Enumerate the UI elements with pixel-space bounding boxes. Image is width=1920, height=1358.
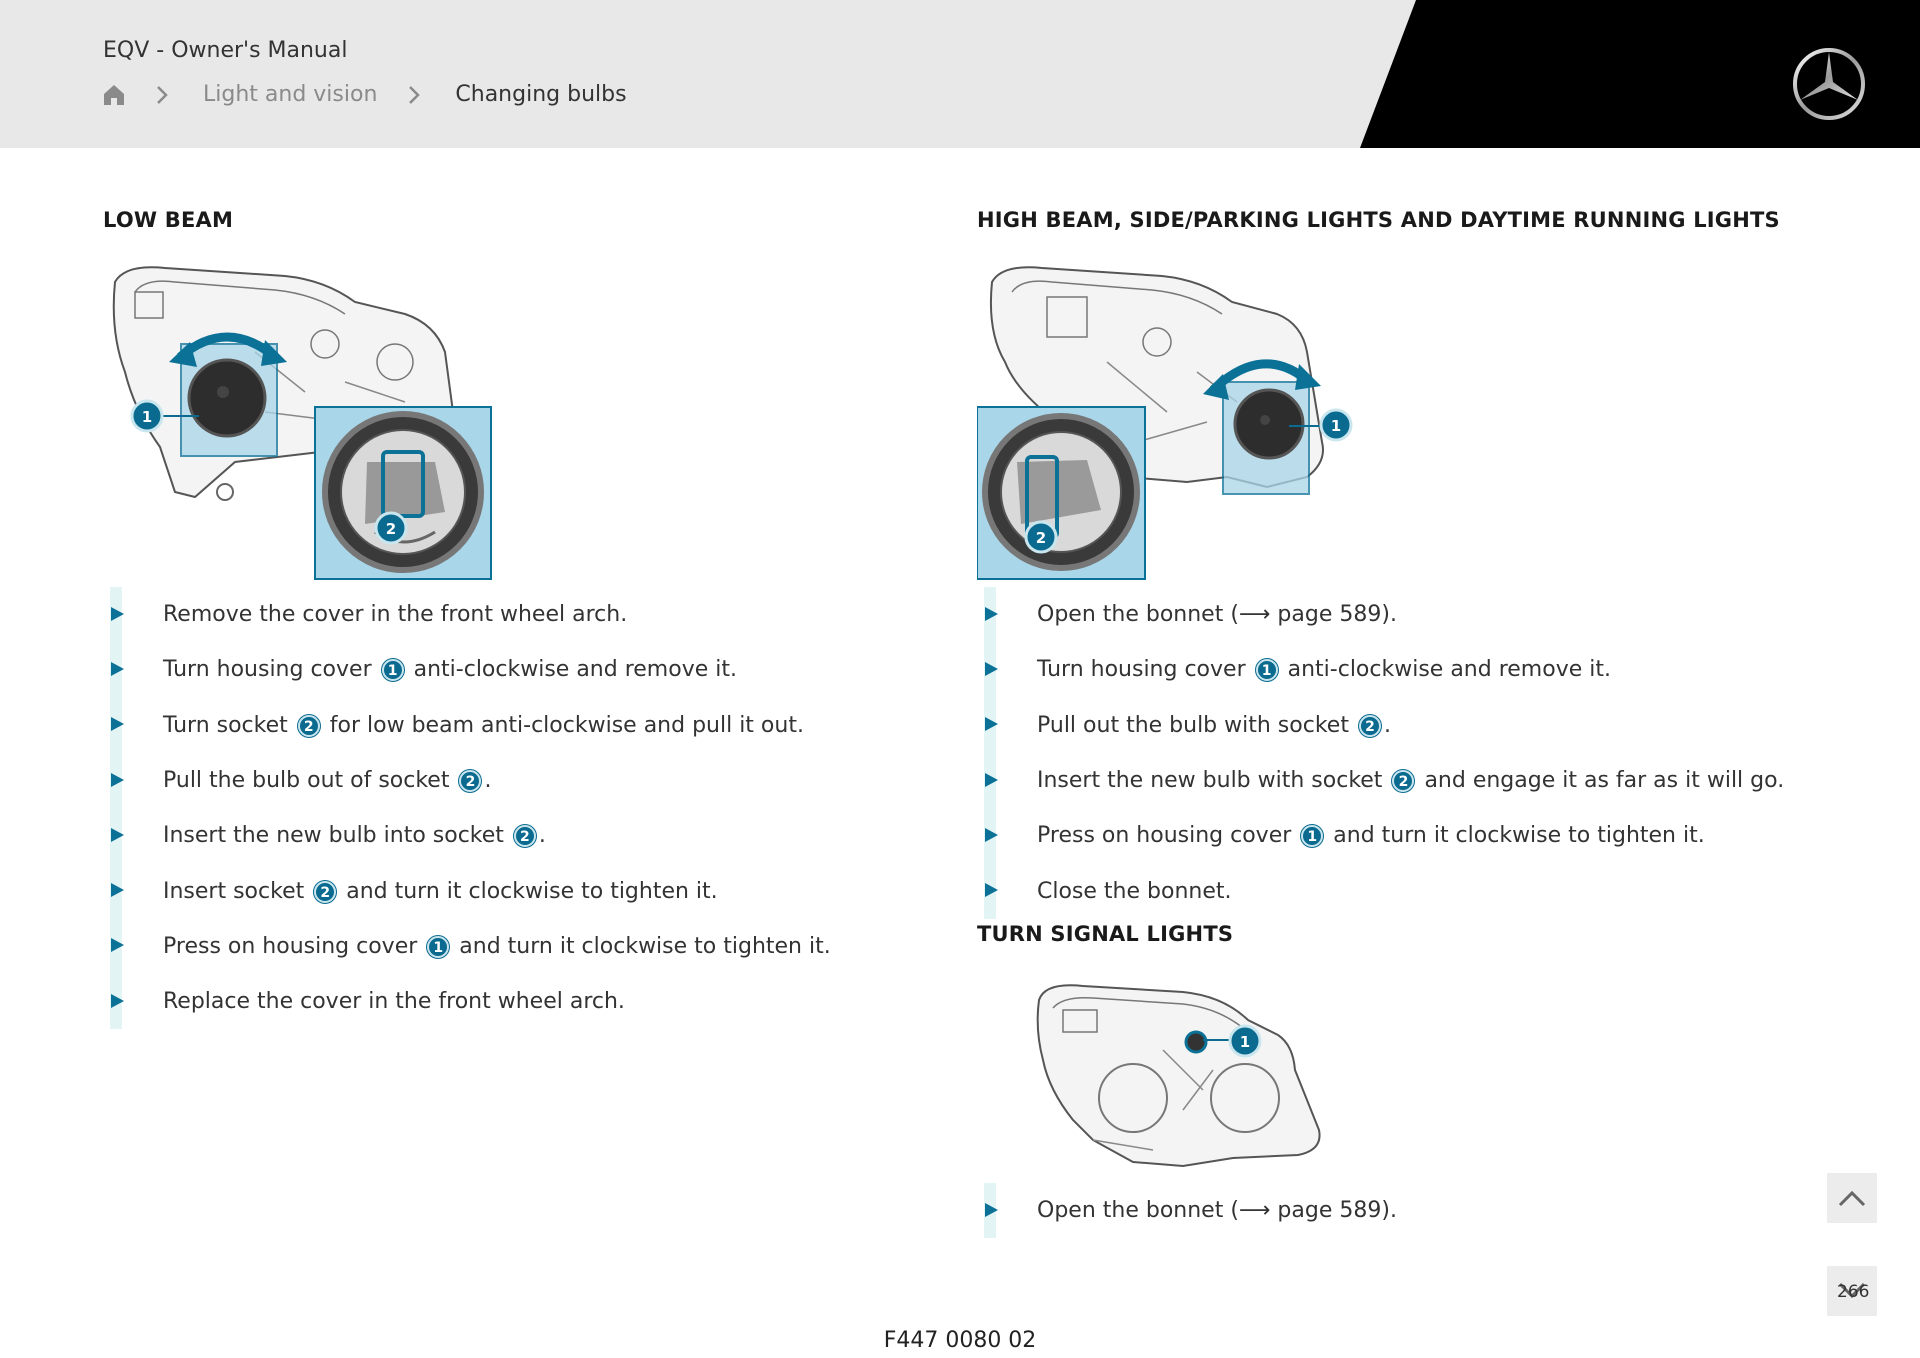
callout-badge: 1 — [382, 659, 404, 681]
section-title-turn-signal: TURN SIGNAL LIGHTS — [977, 922, 1234, 946]
callout-badge: 2 — [1392, 770, 1414, 792]
bullet-arrow-icon — [111, 883, 124, 897]
callout-badge: 2 — [314, 881, 336, 903]
bonnet-page-link[interactable]: Open the bonnet (⟶ page 589). — [1037, 1198, 1397, 1224]
bullet-arrow-icon — [985, 607, 998, 621]
high-beam-callout-2: 2 — [1035, 529, 1047, 547]
bullet-arrow-icon — [111, 717, 124, 731]
section-title-high-beam: HIGH BEAM, SIDE/PARKING LIGHTS AND DAYTIME RUNNING LIGHTS — [977, 208, 1780, 232]
bullet-arrow-icon — [985, 828, 998, 842]
manual-title: EQV - Owner's Manual — [103, 38, 348, 63]
breadcrumb-link-light-and-vision[interactable]: Light and vision — [203, 82, 378, 107]
page-number: 266 — [1837, 1282, 1870, 1302]
bullet-arrow-icon — [111, 662, 124, 676]
bullet-arrow-icon — [985, 662, 998, 676]
bullet-arrow-icon — [985, 717, 998, 731]
bullet-arrow-icon — [985, 773, 998, 787]
figure-code: F447 0080 02 — [883, 1328, 1037, 1353]
three-pointed-star-logo — [1791, 46, 1867, 122]
bullet-arrow-icon — [985, 883, 998, 897]
section-title-low-beam: LOW BEAM — [103, 208, 234, 232]
callout-badge: 2 — [514, 825, 536, 847]
low-beam-callout-2: 2 — [385, 520, 397, 538]
bullet-arrow-icon — [111, 773, 124, 787]
callout-badge: 1 — [1256, 659, 1278, 681]
bonnet-page-link[interactable]: Open the bonnet (⟶ page 589). — [1037, 602, 1397, 628]
high-beam-callout-1: 1 — [1330, 417, 1342, 435]
page-header — [0, 0, 1920, 148]
callout-badge: 1 — [1301, 825, 1323, 847]
bullet-arrow-icon — [111, 938, 124, 952]
low-beam-callout-1: 1 — [141, 408, 153, 426]
bullet-arrow-icon — [111, 607, 124, 621]
high-beam-figure — [977, 262, 1357, 580]
turn-signal-figure — [1033, 980, 1323, 1170]
chevron-right-icon — [155, 84, 169, 106]
low-beam-figure — [105, 262, 497, 580]
callout-badge: 2 — [298, 715, 320, 737]
breadcrumb-current: Changing bulbs — [455, 82, 627, 107]
callout-badge: 2 — [1359, 715, 1381, 737]
bullet-arrow-icon — [985, 1203, 998, 1217]
breadcrumb — [103, 82, 627, 107]
bullet-arrow-icon — [111, 994, 124, 1008]
turn-signal-callout-1: 1 — [1239, 1033, 1251, 1051]
scroll-up-button[interactable] — [1827, 1173, 1877, 1223]
callout-badge: 2 — [459, 770, 481, 792]
callout-badge: 1 — [427, 936, 449, 958]
chevron-right-icon — [407, 84, 421, 106]
bullet-arrow-icon — [111, 828, 124, 842]
home-icon[interactable] — [103, 84, 125, 106]
chevron-up-icon — [1837, 1188, 1867, 1208]
